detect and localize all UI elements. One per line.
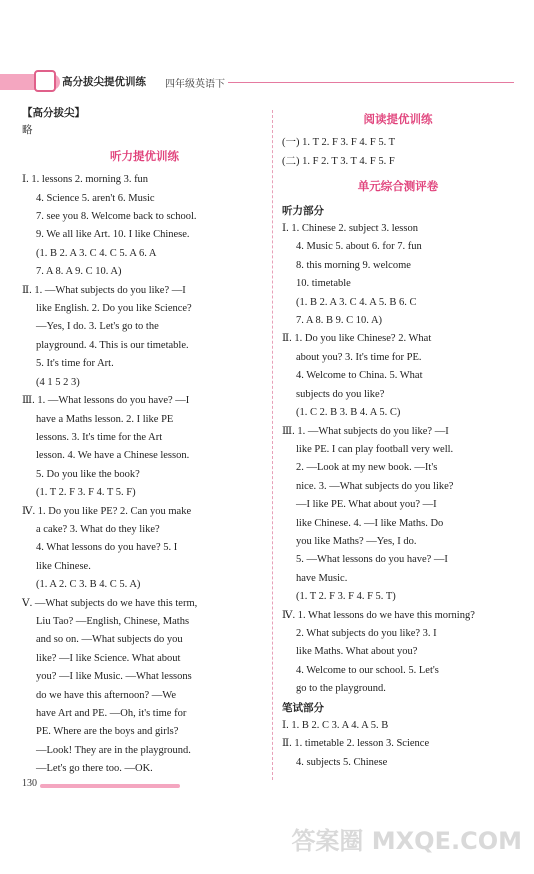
answer-line: Ⅰ. 1. lessons 2. morning 3. fun [22,174,149,186]
answer-line: (1. B 2. A 3. C 4. A 5. B 6. C [296,296,417,308]
answer-line: 听力部分 [282,204,324,217]
answer-line: lessons. 3. It's time for the Art [36,431,163,443]
answer-line: have Art and PE. —Oh, it's time for [36,708,187,719]
answer-line: 4. Science 5. aren't 6. Music [36,192,155,204]
section-heading: 阅读提优训练 [363,112,433,126]
answer-line: Ⅲ. 1. —What subjects do you like? —I [282,425,449,437]
answer-line: Liu Tao? —English, Chinese, Maths [36,615,190,627]
answer-line: 7. A 8. B 9. C 10. A) [296,315,383,327]
answer-line: a cake? 3. What do they like? [36,523,160,535]
answer-line: you? —I like Music. —What lessons [36,671,192,683]
answer-line: 【高分拔尖】 [22,107,85,119]
header-rule [228,82,514,83]
answer-line: 5. —What lessons do you have? —I [296,554,448,566]
answer-line: like? —I like Science. What about [36,652,181,664]
answer-line: Ⅱ. 1. timetable 2. lesson 3. Science [282,738,430,750]
answer-line: 笔试部分 [282,701,324,714]
section-heading: 单元综合测评卷 [357,179,439,194]
answer-line: PE. Where are the boys and girls? [36,726,179,738]
answer-line: (1. T 2. F 3. F 4. F 5. T) [296,591,396,603]
answer-line: 10. timetable [296,278,351,290]
answer-line: 2. What subjects do you like? 3. I [296,627,437,639]
answer-line: 7. A 8. A 9. C 10. A) [36,266,122,278]
answer-line: (4 1 5 2 3) [36,376,80,388]
answer-line: 9. We all like Art. 10. I like Chinese. [36,229,190,241]
answer-line: 4. Welcome to our school. 5. Let's [296,664,439,676]
answer-line: like Chinese. [36,560,91,572]
answer-line: about you? 3. It's time for PE. [296,351,422,363]
answer-line: —Yes, I do. 3. Let's go to the [36,321,159,333]
right-column [282,104,514,772]
answer-line: Ⅳ. 1. Do you like PE? 2. Can you make [22,505,192,517]
answer-line: 5. It's time for Art. [36,358,114,370]
answer-line: lesson. 4. We have a Chinese lesson. [36,450,190,462]
answer-line: 5. Do you like the book? [36,468,140,480]
column-divider [272,110,273,780]
answer-line: (1. B 2. A 3. C 4. C 5. A 6. A [36,247,157,259]
answer-line: 4. Welcome to China. 5. What [296,370,423,382]
answer-line: (二) 1. F 2. T 3. T 4. F 5. F [282,155,395,167]
answer-line: 2. —Look at my new book. —It's [296,462,438,474]
answer-line: subjects do you like? [296,388,385,400]
header-title: 高分拔尖提优训练 [62,76,146,88]
answer-line: like PE. I can play football very well. [296,443,454,455]
watermark: 答案圈 MXQE.COM [291,827,522,855]
answer-line: 7. see you 8. Welcome back to school. [36,211,197,223]
page-header [0,70,534,94]
answer-line: and so on. —What subjects do you [36,634,183,646]
left-column [22,104,267,779]
answer-line: Ⅲ. 1. —What lessons do you have? —I [22,395,190,407]
answer-line: (1. A 2. C 3. B 4. C 5. A) [36,579,141,591]
answer-line: —Look! They are in the playground. [36,744,191,756]
answer-line: 略 [22,125,33,137]
answer-line: 4. What lessons do you have? 5. I [36,542,178,554]
answer-line: you like Maths? —Yes, I do. [296,535,417,547]
answer-line: Ⅰ. 1. Chinese 2. subject 3. lesson [282,223,418,235]
answer-line: (1. C 2. B 3. B 4. A 5. C) [296,407,401,419]
header-subtitle: 四年级英语下 [165,79,225,90]
answer-line: like English. 2. Do you like Science? [36,303,192,315]
page-number: 130 [22,778,37,789]
answer-line: (一) 1. T 2. F 3. F 4. F 5. T [282,137,396,149]
answer-line: Ⅱ. 1. —What subjects do you like? —I [22,284,186,296]
answer-line: Ⅱ. 1. Do you like Chinese? 2. What [282,333,432,345]
answer-line: have a Maths lesson. 2. I like PE [36,413,174,425]
answer-line: have Music. [296,572,348,584]
answer-line: like Maths. What about you? [296,646,418,658]
answer-line: like Chinese. 4. —I like Maths. Do [296,517,444,529]
book-icon [34,70,56,92]
answer-line: (1. T 2. F 3. F 4. T 5. F) [36,487,136,499]
answer-line: Ⅳ. 1. What lessons do we have this morning? [282,609,475,621]
answer-line: —I like PE. What about you? —I [296,499,437,511]
answer-line: do we have this afternoon? —We [36,689,176,701]
answer-line: 4. Music 5. about 6. for 7. fun [296,241,422,253]
answer-line: —Let's go there too. —OK. [36,763,153,775]
answer-line: go to the playground. [296,683,386,695]
answer-line: 4. subjects 5. Chinese [296,756,388,768]
answer-line: Ⅰ. 1. B 2. C 3. A 4. A 5. B [282,720,389,731]
answer-line: 8. this morning 9. welcome [296,259,411,271]
answer-line: Ⅴ. —What subjects do we have this term, [22,597,198,609]
answer-line: nice. 3. —What subjects do you like? [296,480,454,492]
section-heading: 听力提优训练 [110,148,179,163]
footer-decoration [40,784,180,788]
answer-line: playground. 4. This is our timetable. [36,339,189,351]
